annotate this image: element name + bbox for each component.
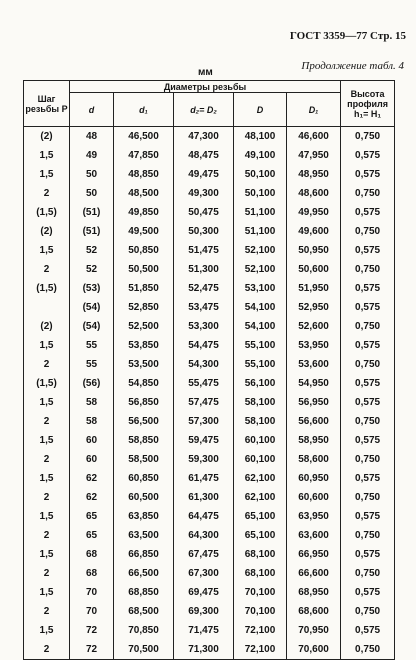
cell-D: 62,100 bbox=[234, 488, 287, 507]
cell-D: 51,100 bbox=[234, 203, 287, 222]
cell-d: 65 bbox=[70, 507, 114, 526]
cell-D: 55,100 bbox=[234, 336, 287, 355]
cell-pitch: 1,5 bbox=[24, 336, 70, 355]
table-row bbox=[24, 507, 395, 526]
cell-profile-height: 0,750 bbox=[341, 260, 395, 279]
cell-d: (54) bbox=[70, 298, 114, 317]
cell-profile-height: 0,750 bbox=[341, 355, 395, 374]
cell-D: 62,100 bbox=[234, 469, 287, 488]
cell-d1: 70,850 bbox=[114, 621, 174, 640]
cell-D1: 66,600 bbox=[287, 564, 341, 583]
cell-D: 56,100 bbox=[234, 374, 287, 393]
cell-d2: 64,475 bbox=[174, 507, 234, 526]
cell-d1: 60,500 bbox=[114, 488, 174, 507]
cell-d: 52 bbox=[70, 241, 114, 260]
cell-d1: 48,500 bbox=[114, 184, 174, 203]
cell-profile-height: 0,575 bbox=[341, 165, 395, 184]
header-D1: D₁ bbox=[287, 93, 341, 127]
cell-D1: 56,600 bbox=[287, 412, 341, 431]
cell-D1: 49,600 bbox=[287, 222, 341, 241]
table-row bbox=[24, 469, 395, 488]
cell-D1: 70,600 bbox=[287, 640, 341, 660]
table-row bbox=[24, 488, 395, 507]
cell-d1: 50,850 bbox=[114, 241, 174, 260]
cell-D: 70,100 bbox=[234, 602, 287, 621]
cell-d: 55 bbox=[70, 336, 114, 355]
header-profile-height: Высота профиля h₁= H₁ bbox=[341, 81, 395, 127]
cell-pitch: 2 bbox=[24, 412, 70, 431]
cell-d2: 50,300 bbox=[174, 222, 234, 241]
table-row bbox=[24, 184, 395, 203]
cell-D: 65,100 bbox=[234, 507, 287, 526]
cell-d2: 53,300 bbox=[174, 317, 234, 336]
cell-profile-height: 0,750 bbox=[341, 127, 395, 147]
cell-D1: 51,950 bbox=[287, 279, 341, 298]
cell-D: 68,100 bbox=[234, 545, 287, 564]
table-row bbox=[24, 564, 395, 583]
table-row bbox=[24, 298, 395, 317]
cell-D1: 48,600 bbox=[287, 184, 341, 203]
cell-profile-height: 0,750 bbox=[341, 317, 395, 336]
cell-d2: 67,475 bbox=[174, 545, 234, 564]
table-row bbox=[24, 336, 395, 355]
cell-d: 72 bbox=[70, 621, 114, 640]
cell-D: 72,100 bbox=[234, 640, 287, 660]
cell-pitch: 2 bbox=[24, 602, 70, 621]
cell-d1: 53,850 bbox=[114, 336, 174, 355]
table-row bbox=[24, 640, 395, 660]
cell-pitch: 1,5 bbox=[24, 621, 70, 640]
cell-profile-height: 0,575 bbox=[341, 545, 395, 564]
cell-d1: 49,500 bbox=[114, 222, 174, 241]
cell-pitch: (2) bbox=[24, 317, 70, 336]
cell-profile-height: 0,575 bbox=[341, 203, 395, 222]
cell-d: 70 bbox=[70, 583, 114, 602]
cell-d: 68 bbox=[70, 564, 114, 583]
cell-D1: 46,600 bbox=[287, 127, 341, 147]
table-row bbox=[24, 355, 395, 374]
cell-d1: 47,850 bbox=[114, 146, 174, 165]
cell-d: 62 bbox=[70, 469, 114, 488]
cell-d: 60 bbox=[70, 450, 114, 469]
cell-D: 68,100 bbox=[234, 564, 287, 583]
cell-D: 50,100 bbox=[234, 184, 287, 203]
cell-D: 60,100 bbox=[234, 450, 287, 469]
cell-d1: 63,850 bbox=[114, 507, 174, 526]
cell-D1: 50,600 bbox=[287, 260, 341, 279]
cell-d: 70 bbox=[70, 602, 114, 621]
cell-D1: 47,950 bbox=[287, 146, 341, 165]
cell-D: 52,100 bbox=[234, 260, 287, 279]
standard-reference: ГОСТ 3359—77 Стр. 15 bbox=[289, 30, 406, 42]
cell-d1: 58,850 bbox=[114, 431, 174, 450]
cell-profile-height: 0,575 bbox=[341, 431, 395, 450]
cell-d: 48 bbox=[70, 127, 114, 147]
table-row bbox=[24, 602, 395, 621]
cell-d2: 53,475 bbox=[174, 298, 234, 317]
cell-profile-height: 0,750 bbox=[341, 450, 395, 469]
cell-D: 51,100 bbox=[234, 222, 287, 241]
cell-d2: 61,300 bbox=[174, 488, 234, 507]
cell-pitch: 2 bbox=[24, 564, 70, 583]
table-row bbox=[24, 412, 395, 431]
cell-pitch bbox=[24, 298, 70, 317]
cell-D1: 56,950 bbox=[287, 393, 341, 412]
table-row bbox=[24, 127, 395, 147]
cell-profile-height: 0,575 bbox=[341, 393, 395, 412]
cell-d2: 51,300 bbox=[174, 260, 234, 279]
cell-d: 55 bbox=[70, 355, 114, 374]
cell-profile-height: 0,575 bbox=[341, 279, 395, 298]
cell-D1: 63,950 bbox=[287, 507, 341, 526]
cell-profile-height: 0,750 bbox=[341, 602, 395, 621]
cell-d2: 59,475 bbox=[174, 431, 234, 450]
header-d2-D2: d₂= D₂ bbox=[174, 93, 234, 127]
header-pitch: Шаг резьбы P bbox=[24, 81, 70, 127]
cell-profile-height: 0,750 bbox=[341, 640, 395, 660]
cell-D: 52,100 bbox=[234, 241, 287, 260]
cell-profile-height: 0,575 bbox=[341, 298, 395, 317]
cell-d2: 49,300 bbox=[174, 184, 234, 203]
cell-d: (54) bbox=[70, 317, 114, 336]
cell-D1: 68,950 bbox=[287, 583, 341, 602]
cell-D1: 53,600 bbox=[287, 355, 341, 374]
cell-D: 54,100 bbox=[234, 317, 287, 336]
cell-D: 65,100 bbox=[234, 526, 287, 545]
cell-pitch: (2) bbox=[24, 127, 70, 147]
cell-d: 68 bbox=[70, 545, 114, 564]
table-row bbox=[24, 260, 395, 279]
table-row bbox=[24, 526, 395, 545]
cell-D1: 50,950 bbox=[287, 241, 341, 260]
table-row bbox=[24, 165, 395, 184]
cell-d2: 67,300 bbox=[174, 564, 234, 583]
cell-d1: 68,850 bbox=[114, 583, 174, 602]
cell-d1: 60,850 bbox=[114, 469, 174, 488]
cell-D: 55,100 bbox=[234, 355, 287, 374]
cell-pitch: 1,5 bbox=[24, 507, 70, 526]
cell-pitch: 1,5 bbox=[24, 469, 70, 488]
table-body bbox=[24, 127, 395, 660]
cell-profile-height: 0,750 bbox=[341, 526, 395, 545]
table-row bbox=[24, 431, 395, 450]
cell-D1: 58,950 bbox=[287, 431, 341, 450]
cell-D: 54,100 bbox=[234, 298, 287, 317]
cell-d2: 64,300 bbox=[174, 526, 234, 545]
cell-D1: 68,600 bbox=[287, 602, 341, 621]
table-row bbox=[24, 545, 395, 564]
cell-D: 58,100 bbox=[234, 412, 287, 431]
cell-d1: 58,500 bbox=[114, 450, 174, 469]
cell-pitch: (1,5) bbox=[24, 203, 70, 222]
cell-d2: 69,475 bbox=[174, 583, 234, 602]
cell-D: 72,100 bbox=[234, 621, 287, 640]
cell-d1: 66,500 bbox=[114, 564, 174, 583]
table-row bbox=[24, 317, 395, 336]
cell-profile-height: 0,750 bbox=[341, 412, 395, 431]
cell-D: 50,100 bbox=[234, 165, 287, 184]
cell-D: 58,100 bbox=[234, 393, 287, 412]
cell-d: (56) bbox=[70, 374, 114, 393]
cell-d2: 52,475 bbox=[174, 279, 234, 298]
cell-d2: 71,475 bbox=[174, 621, 234, 640]
table-continuation-label: Продолжение табл. 4 bbox=[301, 60, 404, 72]
cell-pitch: 2 bbox=[24, 184, 70, 203]
cell-D1: 70,950 bbox=[287, 621, 341, 640]
cell-d1: 50,500 bbox=[114, 260, 174, 279]
cell-D1: 52,600 bbox=[287, 317, 341, 336]
cell-d2: 59,300 bbox=[174, 450, 234, 469]
cell-profile-height: 0,750 bbox=[341, 222, 395, 241]
cell-profile-height: 0,750 bbox=[341, 564, 395, 583]
cell-d1: 54,850 bbox=[114, 374, 174, 393]
cell-d2: 57,475 bbox=[174, 393, 234, 412]
cell-profile-height: 0,575 bbox=[341, 374, 395, 393]
cell-d2: 51,475 bbox=[174, 241, 234, 260]
cell-profile-height: 0,575 bbox=[341, 336, 395, 355]
cell-d2: 50,475 bbox=[174, 203, 234, 222]
cell-d: 72 bbox=[70, 640, 114, 660]
cell-pitch: 2 bbox=[24, 260, 70, 279]
header-d1: d₁ bbox=[114, 93, 174, 127]
cell-profile-height: 0,575 bbox=[341, 469, 395, 488]
cell-D1: 60,600 bbox=[287, 488, 341, 507]
cell-pitch: 1,5 bbox=[24, 146, 70, 165]
cell-profile-height: 0,750 bbox=[341, 488, 395, 507]
cell-profile-height: 0,575 bbox=[341, 621, 395, 640]
cell-pitch: 1,5 bbox=[24, 431, 70, 450]
cell-D1: 66,950 bbox=[287, 545, 341, 564]
cell-pitch: 2 bbox=[24, 355, 70, 374]
header-D: D bbox=[234, 93, 287, 127]
cell-d1: 52,850 bbox=[114, 298, 174, 317]
cell-D: 60,100 bbox=[234, 431, 287, 450]
cell-pitch: 2 bbox=[24, 488, 70, 507]
cell-D1: 60,950 bbox=[287, 469, 341, 488]
cell-D: 48,100 bbox=[234, 127, 287, 147]
cell-d: 52 bbox=[70, 260, 114, 279]
cell-d1: 53,500 bbox=[114, 355, 174, 374]
unit-label: мм bbox=[198, 67, 213, 78]
cell-pitch: 2 bbox=[24, 640, 70, 660]
cell-pitch: 1,5 bbox=[24, 165, 70, 184]
cell-D: 70,100 bbox=[234, 583, 287, 602]
cell-profile-height: 0,575 bbox=[341, 146, 395, 165]
cell-profile-height: 0,575 bbox=[341, 583, 395, 602]
header-d: d bbox=[70, 93, 114, 127]
cell-d2: 69,300 bbox=[174, 602, 234, 621]
cell-pitch: (2) bbox=[24, 222, 70, 241]
cell-profile-height: 0,750 bbox=[341, 184, 395, 203]
cell-d: (53) bbox=[70, 279, 114, 298]
cell-d1: 70,500 bbox=[114, 640, 174, 660]
cell-d2: 54,475 bbox=[174, 336, 234, 355]
table-row bbox=[24, 621, 395, 640]
table-row bbox=[24, 241, 395, 260]
cell-d1: 48,850 bbox=[114, 165, 174, 184]
cell-d1: 63,500 bbox=[114, 526, 174, 545]
cell-d1: 46,500 bbox=[114, 127, 174, 147]
table-row bbox=[24, 203, 395, 222]
cell-d1: 56,500 bbox=[114, 412, 174, 431]
cell-D1: 52,950 bbox=[287, 298, 341, 317]
cell-d: 62 bbox=[70, 488, 114, 507]
cell-d1: 68,500 bbox=[114, 602, 174, 621]
cell-D1: 63,600 bbox=[287, 526, 341, 545]
cell-d2: 49,475 bbox=[174, 165, 234, 184]
cell-D1: 54,950 bbox=[287, 374, 341, 393]
table-row bbox=[24, 374, 395, 393]
cell-d: 65 bbox=[70, 526, 114, 545]
thread-diameter-table bbox=[23, 80, 395, 660]
cell-d: (51) bbox=[70, 203, 114, 222]
cell-pitch: 2 bbox=[24, 526, 70, 545]
cell-d: 58 bbox=[70, 393, 114, 412]
cell-pitch: 1,5 bbox=[24, 241, 70, 260]
cell-d1: 52,500 bbox=[114, 317, 174, 336]
cell-D1: 48,950 bbox=[287, 165, 341, 184]
cell-pitch: 1,5 bbox=[24, 583, 70, 602]
header-diameters-group: Диаметры резьбы bbox=[70, 81, 341, 93]
cell-pitch: 1,5 bbox=[24, 545, 70, 564]
cell-pitch: (1,5) bbox=[24, 374, 70, 393]
cell-d: 58 bbox=[70, 412, 114, 431]
cell-d2: 55,475 bbox=[174, 374, 234, 393]
cell-d2: 61,475 bbox=[174, 469, 234, 488]
cell-d2: 57,300 bbox=[174, 412, 234, 431]
table-row bbox=[24, 222, 395, 241]
cell-d1: 66,850 bbox=[114, 545, 174, 564]
cell-D1: 49,950 bbox=[287, 203, 341, 222]
cell-d: (51) bbox=[70, 222, 114, 241]
cell-profile-height: 0,575 bbox=[341, 241, 395, 260]
cell-pitch: (1,5) bbox=[24, 279, 70, 298]
table-row bbox=[24, 583, 395, 602]
cell-d2: 47,300 bbox=[174, 127, 234, 147]
table-row bbox=[24, 450, 395, 469]
cell-D1: 53,950 bbox=[287, 336, 341, 355]
cell-d2: 48,475 bbox=[174, 146, 234, 165]
cell-D: 53,100 bbox=[234, 279, 287, 298]
cell-pitch: 1,5 bbox=[24, 393, 70, 412]
cell-d1: 49,850 bbox=[114, 203, 174, 222]
table-row bbox=[24, 393, 395, 412]
cell-pitch: 2 bbox=[24, 450, 70, 469]
cell-d: 60 bbox=[70, 431, 114, 450]
cell-d: 49 bbox=[70, 146, 114, 165]
cell-d: 50 bbox=[70, 165, 114, 184]
cell-d: 50 bbox=[70, 184, 114, 203]
table-row bbox=[24, 146, 395, 165]
cell-d1: 51,850 bbox=[114, 279, 174, 298]
cell-d2: 54,300 bbox=[174, 355, 234, 374]
cell-d1: 56,850 bbox=[114, 393, 174, 412]
table-row bbox=[24, 279, 395, 298]
cell-d2: 71,300 bbox=[174, 640, 234, 660]
cell-profile-height: 0,575 bbox=[341, 507, 395, 526]
cell-D1: 58,600 bbox=[287, 450, 341, 469]
cell-D: 49,100 bbox=[234, 146, 287, 165]
